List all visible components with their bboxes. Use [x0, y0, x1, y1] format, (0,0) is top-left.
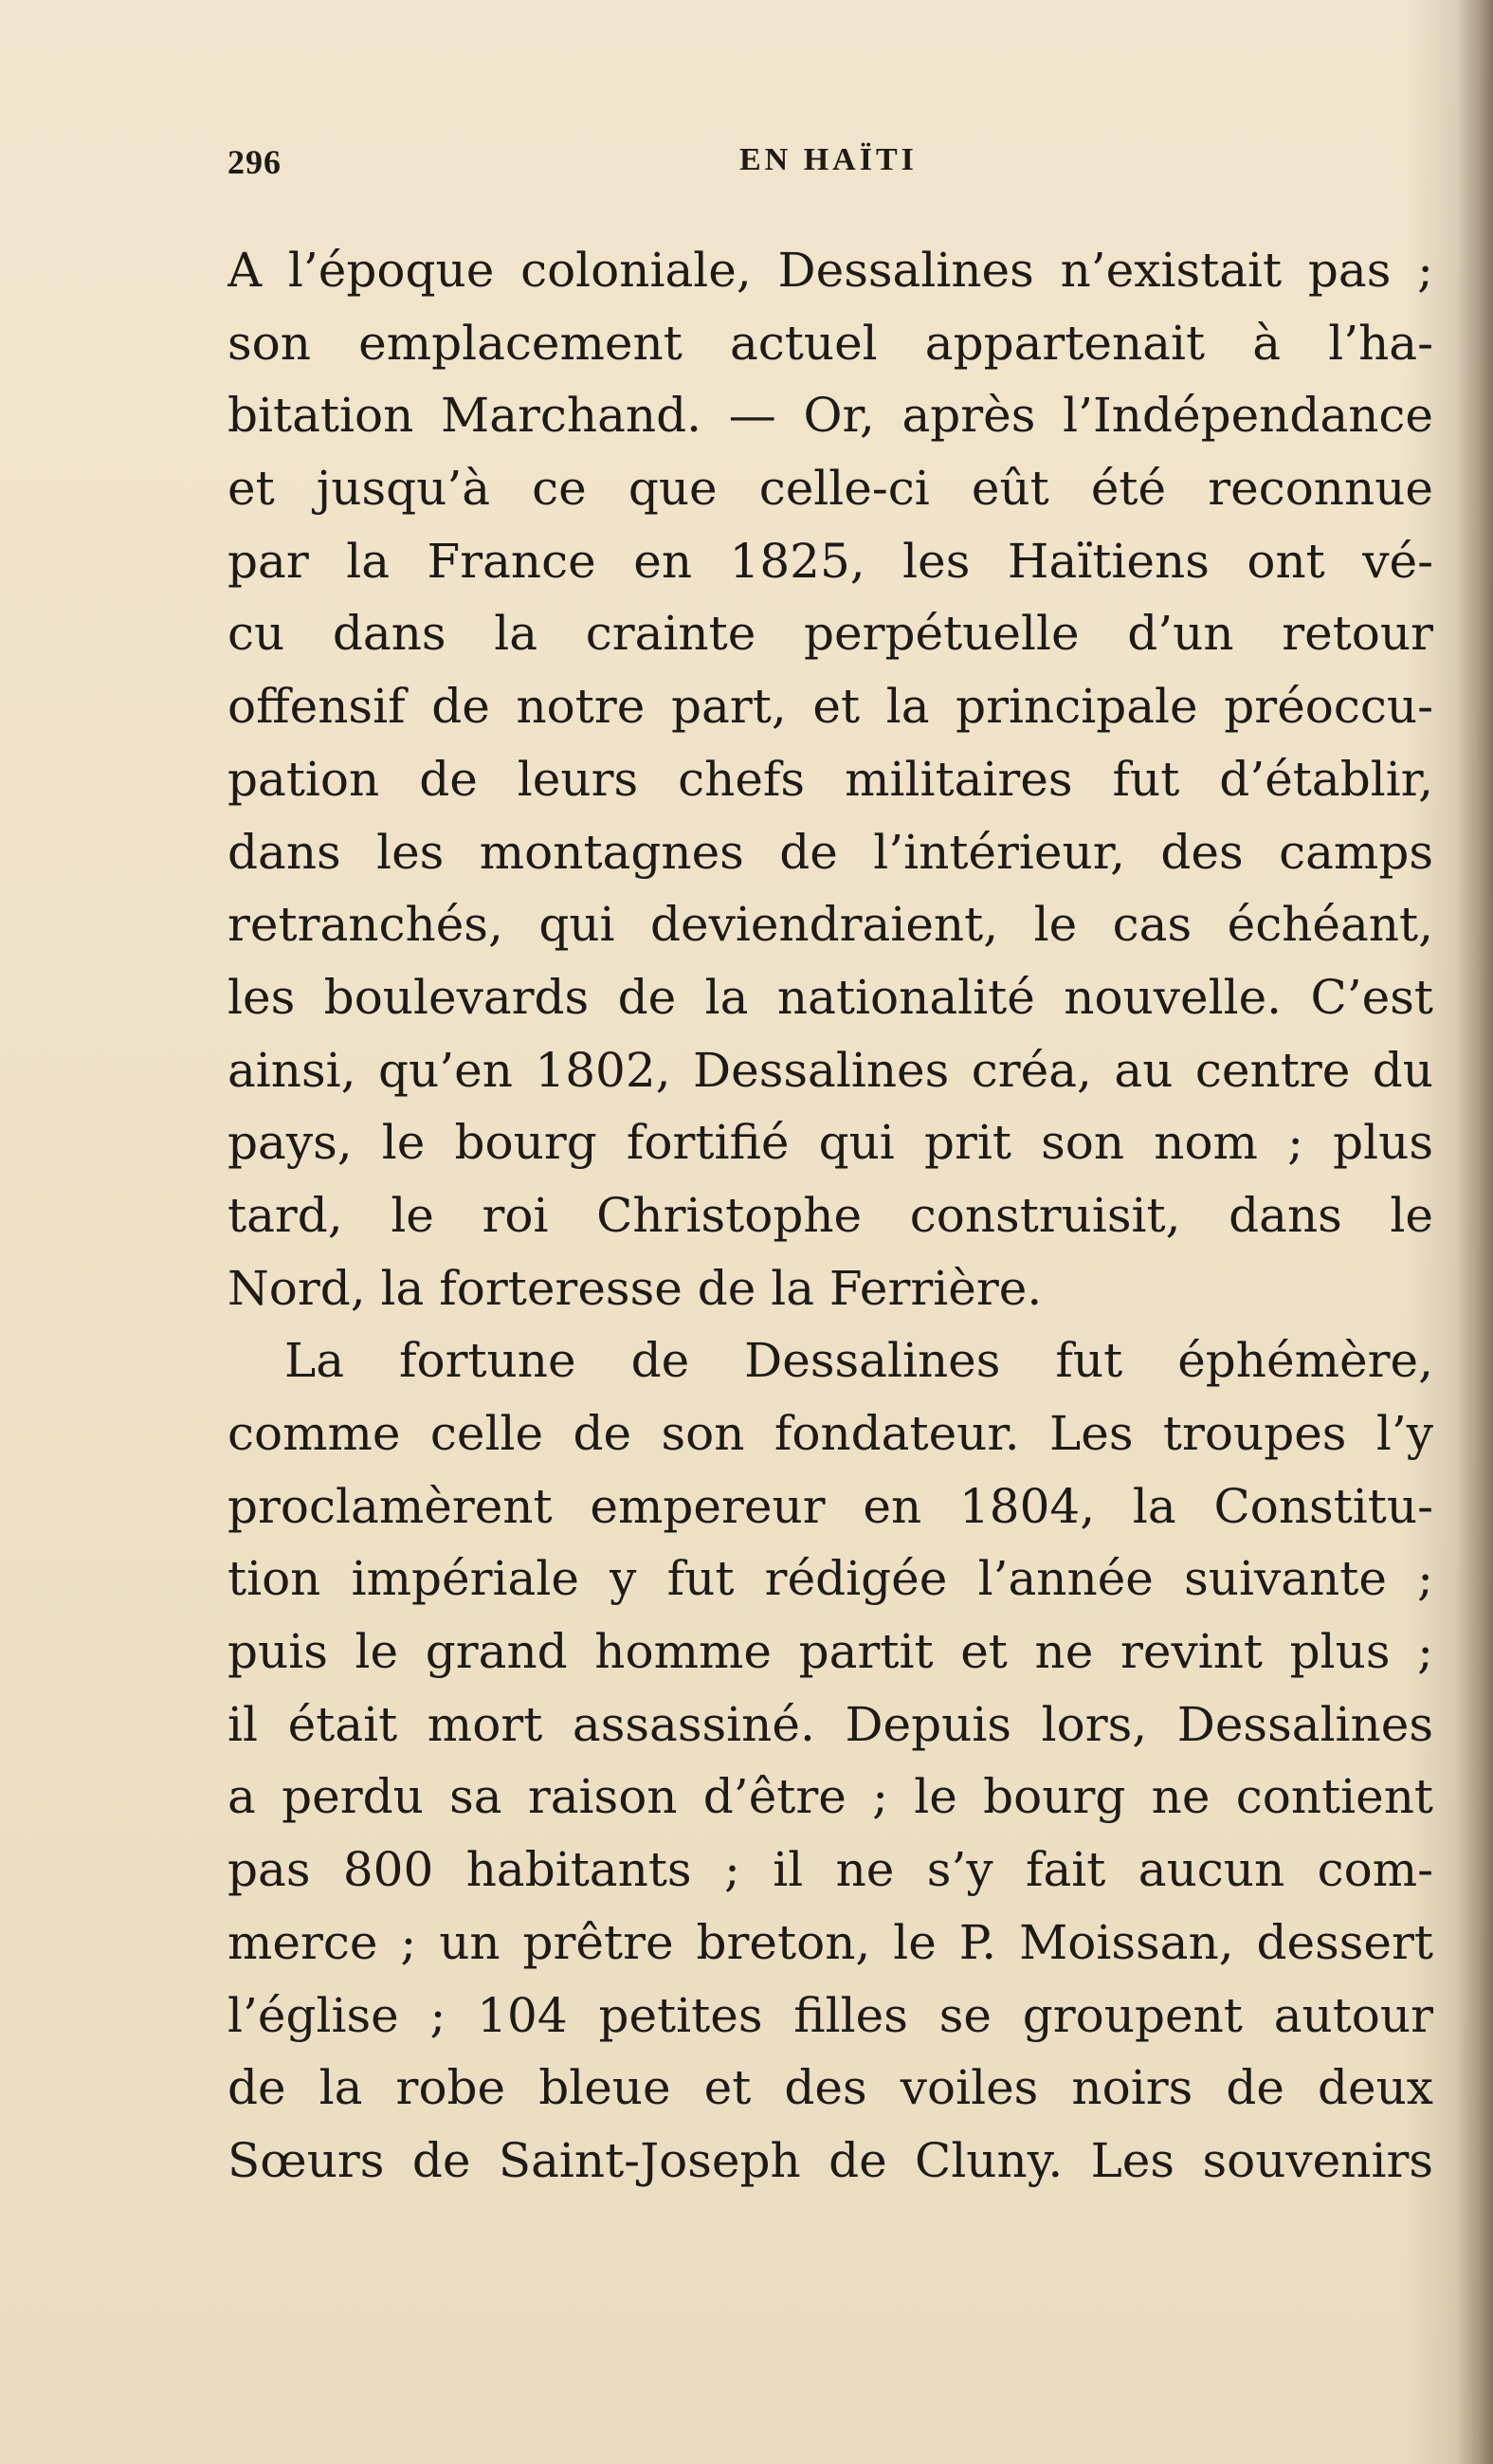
text-line: pas 800 habitants ; il ne s’y fait aucun com-: [228, 1842, 1433, 1898]
text-line: tion impériale y fut rédigée l’année suivante ;: [228, 1551, 1433, 1607]
text-line: pation de leurs chefs militaires fut d’établir,: [228, 751, 1433, 807]
text-line: l’église ; 104 petites filles se groupent autour: [228, 1987, 1433, 2043]
text-line: proclamèrent empereur en 1804, la Constitu-: [228, 1478, 1433, 1534]
page-gutter-shadow: [1457, 0, 1493, 2464]
text-line: les boulevards de la nationalité nouvelle. C’est: [228, 969, 1433, 1025]
text-line: il était mort assassiné. Depuis lors, Dessalines: [228, 1696, 1433, 1752]
text-line: merce ; un prêtre breton, le P. Moissan, dessert: [228, 1914, 1433, 1970]
text-line: tard, le roi Christophe construisit, dans le: [228, 1187, 1433, 1243]
text-line: A l’époque coloniale, Dessalines n’existait pas ;: [228, 243, 1433, 298]
page-header: [228, 142, 1433, 199]
text-line: pays, le bourg fortifié qui prit son nom ; plus: [228, 1115, 1433, 1171]
text-line: bitation Marchand. — Or, après l’Indépendance: [228, 388, 1433, 444]
text-line: comme celle de son fondateur. Les troupes l’y: [228, 1406, 1433, 1461]
text-line: a perdu sa raison d’être ; le bourg ne contient: [228, 1769, 1433, 1825]
text-line: et jusqu’à ce que celle-ci eût été reconnue: [228, 461, 1433, 517]
paragraph-end-line: Nord, la forteresse de la Ferrière.: [228, 1260, 1043, 1316]
body-text: [228, 234, 1433, 2198]
text-line: par la France en 1825, les Haïtiens ont vé-: [228, 533, 1433, 589]
text-line: cu dans la crainte perpétuelle d’un retour: [228, 606, 1433, 662]
text-line: retranchés, qui deviendraient, le cas échéant,: [228, 897, 1433, 953]
text-line: Sœurs de Saint-Joseph de Cluny. Les souvenirs: [228, 2132, 1433, 2188]
text-line: son emplacement actuel appartenait à l’ha-: [228, 315, 1433, 371]
paragraph-start-line: La fortune de Dessalines fut éphémère,: [284, 1333, 1433, 1389]
text-line: offensif de notre part, et la principale préoccu-: [228, 679, 1433, 735]
text-line: de la robe bleue et des voiles noirs de deux: [228, 2060, 1433, 2116]
text-line: dans les montagnes de l’intérieur, des camps: [228, 824, 1433, 880]
text-line: puis le grand homme partit et ne revint plus ;: [228, 1624, 1433, 1680]
text-line: ainsi, qu’en 1802, Dessalines créa, au centre du: [228, 1042, 1433, 1098]
running-head: EN HAÏTI: [739, 142, 918, 177]
page-number: 296: [228, 143, 282, 181]
